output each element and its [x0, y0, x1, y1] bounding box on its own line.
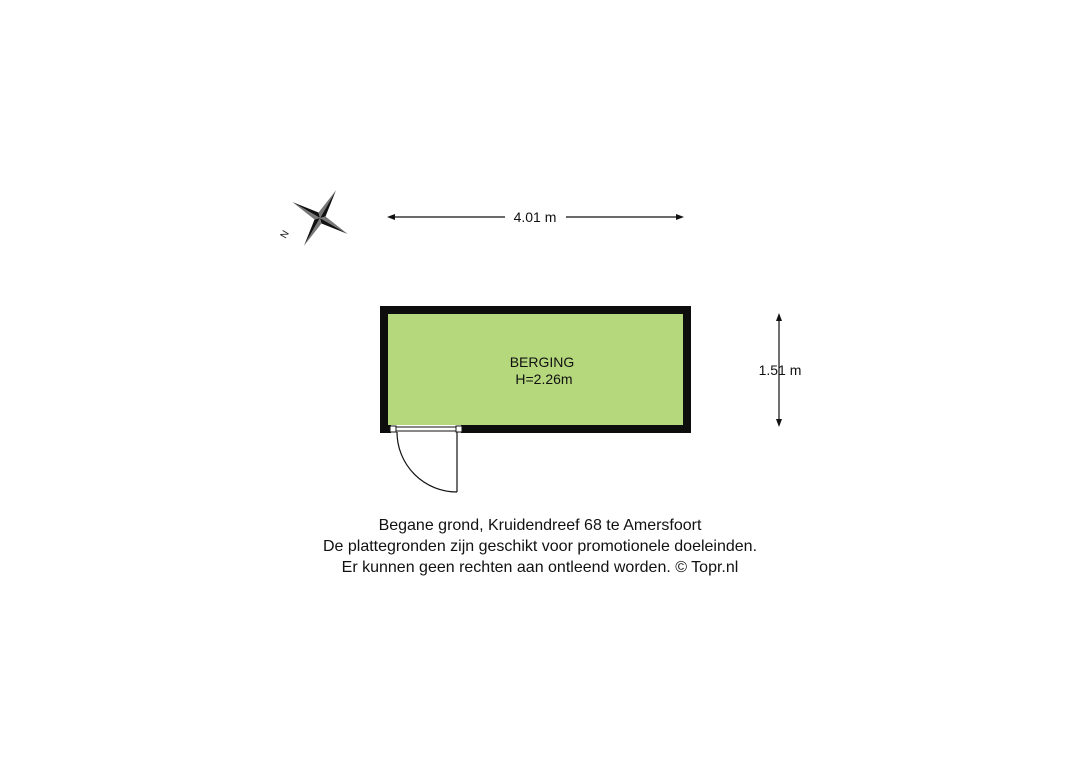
door-opening — [391, 425, 461, 433]
door-swing — [397, 432, 457, 492]
width-arrow-left-icon — [387, 214, 395, 220]
width-dimension-label: 4.01 m — [513, 209, 557, 225]
room-height: H=2.26m — [515, 371, 573, 387]
depth-arrow-bottom-icon — [776, 419, 782, 427]
plan-caption — [0, 515, 1080, 578]
compass-north-label: N — [278, 228, 292, 241]
width-arrow-right-icon — [676, 214, 684, 220]
caption-line-3: Er kunnen geen rechten aan ontleend worden. © Topr.nl — [341, 559, 739, 576]
caption-line-2: De plattegronden zijn geschikt voor promotionele doeleinden. — [322, 538, 758, 555]
depth-arrow-top-icon — [776, 313, 782, 321]
caption-line-1: Begane grond, Kruidendreef 68 te Amersfoort — [378, 517, 702, 534]
depth-dimension-label: 1.51 m — [758, 362, 802, 378]
compass-rose-icon — [276, 174, 363, 261]
room-name: BERGING — [509, 354, 575, 370]
